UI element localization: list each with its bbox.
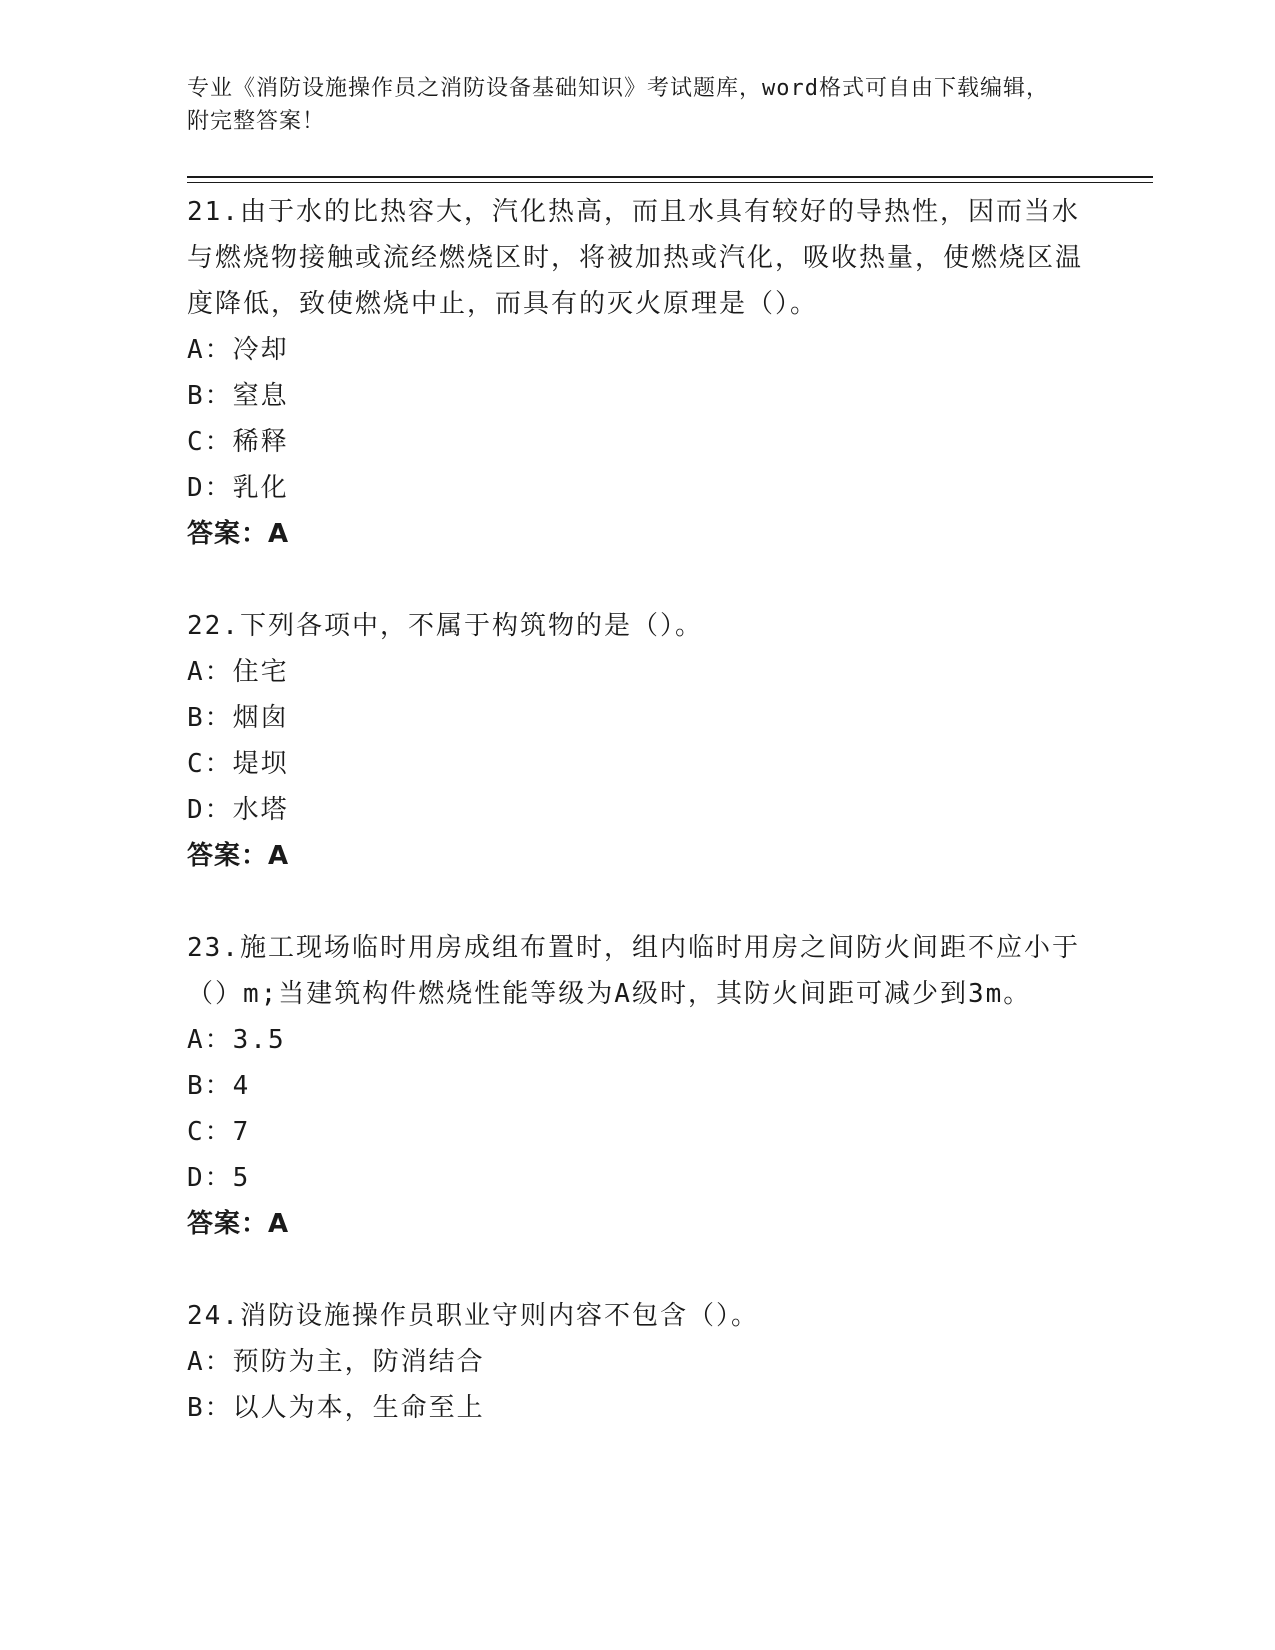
- question-text: 21.由于水的比热容大，汽化热高，而且水具有较好的导热性，因而当水与燃烧物接触或流经燃烧区时，将被加热或汽化，吸收热量，使燃烧区温度降低，致使燃烧中止，而具有的灭火原理是（）。: [187, 197, 1084, 319]
- option-d: D：乳化: [187, 473, 289, 503]
- option-d: D：水塔: [187, 795, 289, 825]
- option-b: B：4: [187, 1071, 251, 1101]
- question-22: [187, 603, 1087, 879]
- question-23: [187, 925, 1087, 1247]
- option-b: B：以人为本，生命至上: [187, 1393, 485, 1423]
- question-text: 24.消防设施操作员职业守则内容不包含（）。: [187, 1301, 759, 1331]
- option-a: A：冷却: [187, 335, 289, 365]
- option-a: A：3.5: [187, 1025, 286, 1055]
- spacer: [187, 557, 1087, 603]
- spacer: [187, 1247, 1087, 1293]
- spacer: [187, 879, 1087, 925]
- option-b: B：烟囱: [187, 703, 289, 733]
- option-c: C：堤坝: [187, 749, 289, 779]
- header-divider-thin: [187, 182, 1153, 183]
- option-a: A：住宅: [187, 657, 289, 687]
- option-a: A：预防为主，防消结合: [187, 1347, 485, 1377]
- answer-line: 答案：A: [187, 841, 290, 871]
- option-b: B：窒息: [187, 381, 289, 411]
- option-c: C：稀释: [187, 427, 289, 457]
- question-list: [187, 189, 1087, 1431]
- option-d: D：5: [187, 1163, 251, 1193]
- question-text: 23.施工现场临时用房成组布置时，组内临时用房之间防火间距不应小于（）m;当建筑构件燃烧性能等级为A级时，其防火间距可减少到3m。: [187, 933, 1080, 1009]
- question-21: [187, 189, 1087, 557]
- answer-line: 答案：A: [187, 519, 290, 549]
- answer-line: 答案：A: [187, 1209, 290, 1239]
- header-divider-thick: [187, 176, 1153, 178]
- question-text: 22.下列各项中，不属于构筑物的是（）。: [187, 611, 703, 641]
- question-24: [187, 1293, 1087, 1431]
- option-c: C：7: [187, 1117, 251, 1147]
- document-header: 专业《消防设施操作员之消防设备基础知识》考试题库，word格式可自由下载编辑，附完整答案！: [187, 76, 1049, 134]
